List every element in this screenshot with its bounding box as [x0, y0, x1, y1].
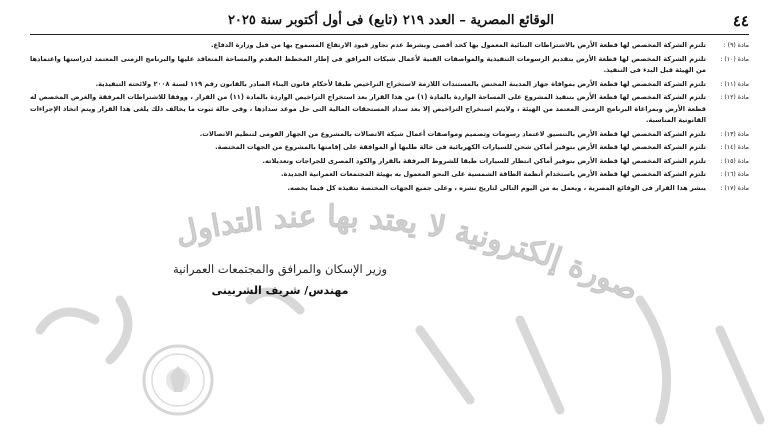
seal-emblem-icon [144, 346, 212, 414]
article-9 [30, 40, 749, 52]
article-text: تلتزم الشركة المخصص لها قطعة الأرض بتوفير أماكن شحن للسيارات الكهربائية فى حالة طلبها أو الموافقة على إقامتها بالمشروع من الجهات المختصة. [215, 143, 706, 151]
issue-title: الوقائع المصرية – العدد ٢١٩ (تابع) فى أول أكتوبر سنة ٢٠٢٥ [227, 13, 554, 28]
article-text: ينشر هذا القرار فى الوقائع المصرية ، ويعمل به من اليوم التالى لتاريخ نشره ، وعلى جميع الجهات المختصة تنفيذه كل فيما يخصه. [287, 183, 706, 192]
article-text: تلتزم الشركة المخصص لها قطعة الأرض باستخدام أنظمة الطاقة الشمسية على النحو المعمول به بهيئة المجتمعات العمرانية الجديدة. [280, 170, 706, 178]
article-16 [30, 169, 749, 181]
article-15 [30, 156, 749, 168]
article-text: تلتزم الشركة المخصص لها قطعة الأرض بموافاة جهاز المدينة المختص بالمستندات اللازمة لاستخراج التراخيص طبقا لأحكام قانون البناء الصادر بالقانون رقم ١١٩ لسنة ٢٠٠٨ ولائحته التنفيذية. [95, 79, 706, 88]
articles-list [30, 40, 749, 196]
article-number: مادة (١٣) : [720, 130, 749, 138]
article-text: تلتزم الشركة المخصص لها قطعة الأرض بالاشتراطات البنائية المعمول بها كحد أقصى وبشرط عدم تجاوز قيود الارتفاع المسموح بها من قبل وزارة الدفاع. [210, 41, 706, 49]
signature-block [130, 262, 430, 297]
article-10 [30, 54, 749, 77]
article-text: تلتزم الشركة المخصص لها قطعة الأرض بتنفيذ المشروع على المساحة الواردة بالمادة (١) من هذا القرار بعد استخراج التراخيص الواردة بالمادة (١١) من القرار ، ووفقا للاشتراطات المرفقة والغرض المخصص له قطعة الأرض وبمراعاة البرنامج الزمنى المعتمد من الهيئة ، ولايتم استخراج التراخيص إلا بعد سداد المستحقات المالية التى حل موعد سدادها ، وفى حالة ثبوت ما يخالف ذلك يلغى هذا القرار ويتم اتخاذ الإجراءات القانونية المناسبة. [30, 93, 706, 124]
page-number: ٤٤ [732, 12, 749, 30]
watermark-stroke-icon [40, 292, 760, 420]
watermark-text: صورة إلكترونية لا يعتد بها عند التداول [172, 199, 644, 309]
article-number: مادة (١٧) : [720, 184, 749, 192]
article-number: مادة (١٢) : [720, 94, 749, 101]
minister-name: مهندس/ شريف الشربينى [211, 284, 349, 297]
article-17 [30, 183, 749, 195]
article-number: مادة (١٥) : [720, 157, 749, 165]
minister-title: وزير الإسكان والمرافق والمجتمعات العمرانية [172, 262, 388, 276]
article-13 [30, 129, 749, 141]
article-text: تلتزم الشركة المخصص لها قطعة الأرض بتوفير أماكن انتظار للسيارات طبقا للشروط المرفقة بالقرار والكود المصرى للجراجات وتعديلاته. [262, 156, 706, 165]
article-number: مادة (١٠) : [720, 55, 749, 63]
article-14 [30, 142, 749, 154]
article-number: مادة (٩) : [723, 42, 749, 49]
article-text: تلتزم الشركة المخصص لها قطعة الأرض بتقديم الرسومات التنفيذية والمواصفات الفنية لأعمال شبكات المرافق فى إطار المخطط المقدم والمساحة المتعاقد عليها والبرنامج الزمنى المعتمد لدراستها واعتمادها من الهيئة قبل البدء فى التنفيذ. [30, 54, 706, 74]
article-text: تلتزم الشركة المخصص لها قطعة الأرض بالتنسيق لاعتماد رسومات وتصميم ومواصفات أعمال شبكة الاتصالات بالمشروع من الجهاز القومى لتنظيم الاتصالات. [199, 129, 706, 138]
article-11 [30, 79, 749, 91]
article-number: مادة (١١) : [720, 80, 749, 88]
page-header [30, 12, 749, 35]
article-12 [30, 92, 749, 127]
article-number: مادة (١٤) : [720, 144, 749, 151]
article-number: مادة (١٦) : [720, 171, 749, 178]
